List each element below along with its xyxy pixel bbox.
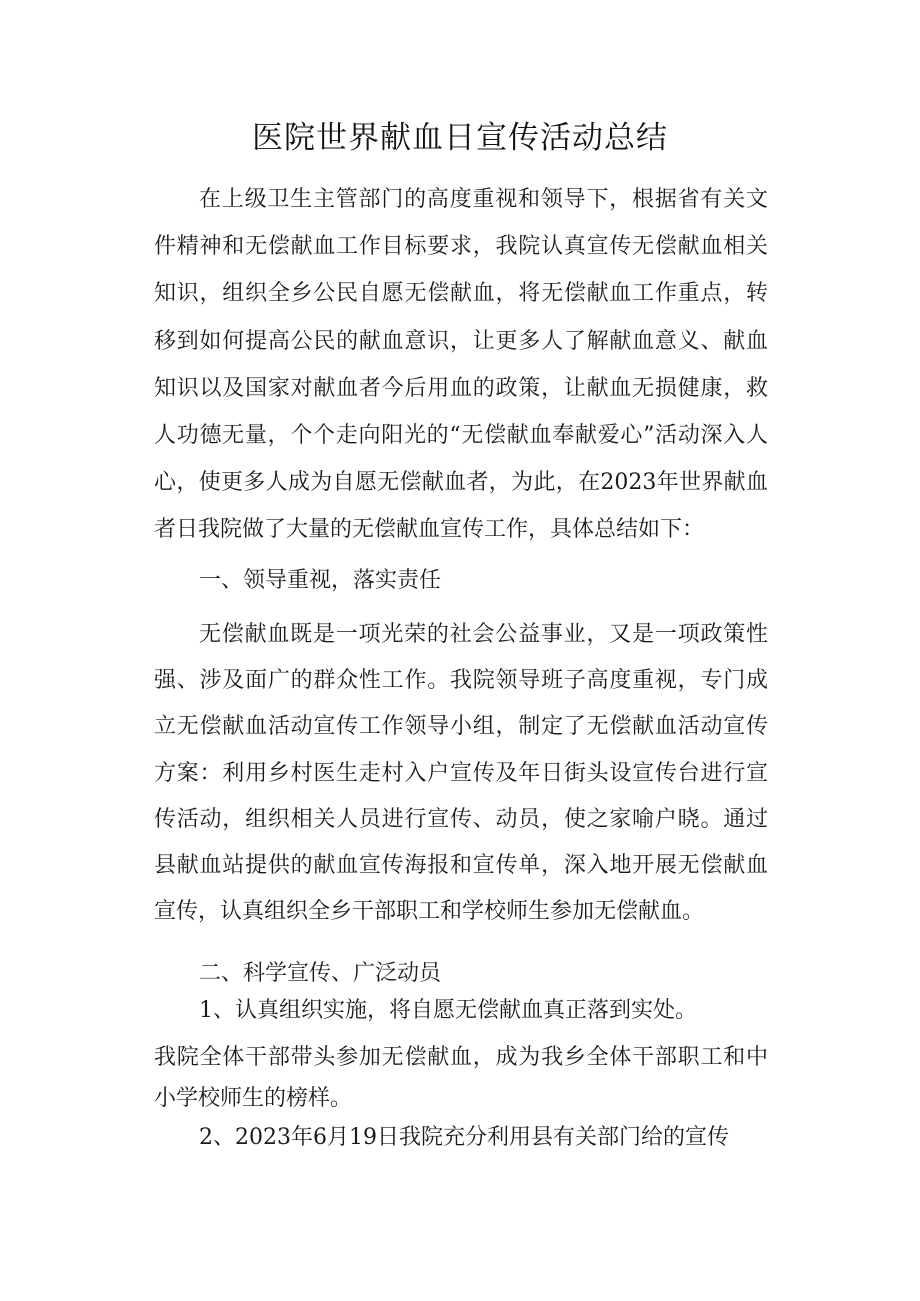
paragraph-intro: 在上级卫生主管部门的高度重视和领导下，根据省有关文件精神和无偿献血工作目标要求，我院认真宣传无偿献血相关知识，组织全乡公民自愿无偿献血，将无偿献血工作重点，转移到如何提高公民的献血意识，让更多人了解献血意义、献血知识以及国家对献血者今后用血的政策，让献血无损健康，救人功德无量，个个走向阳光的“无偿献血奉献爱心”活动深入人心，使更多人成为自愿无偿献血者，为此，在2023年世界献血者日我院做了大量的无偿献血宣传工作，具体总结如下： [154,187,768,543]
paragraph-leadership: 无偿献血既是一项光荣的社会公益事业，又是一项政策性强、涉及面广的群众性工作。我院领导班子高度重视，专门成立无偿献血活动宣传工作领导小组，制定了无偿献血活动宣传方案：利用乡村医生走村入户宣传及年日街头设宣传台进行宣传活动，组织相关人员进行宣传、动员，使之家喻户晓。通过县献血站提供的献血宣传海报和宣传单，深入地开展无偿献血宣传，认真组织全乡干部职工和学校师生参加无偿献血。 [154,622,768,925]
document-title: 医院世界献血日宣传活动总结 [252,120,668,156]
section-heading-1: 一、领导重视，落实责任 [199,568,442,593]
paragraph-item-1: 1、认真组织实施，将自愿无偿献血真正落到实处。 [199,998,697,1023]
paragraph-cadres: 我院全体干部带头参加无偿献血，成为我乡全体干部职工和中小学校师生的榜样。 [154,1045,768,1111]
paragraph-item-2: 2、2023年6月19日我院充分利用县有关部门给的宣传 [199,1125,729,1150]
section-heading-2: 二、科学宣传、广泛动员 [199,961,442,986]
